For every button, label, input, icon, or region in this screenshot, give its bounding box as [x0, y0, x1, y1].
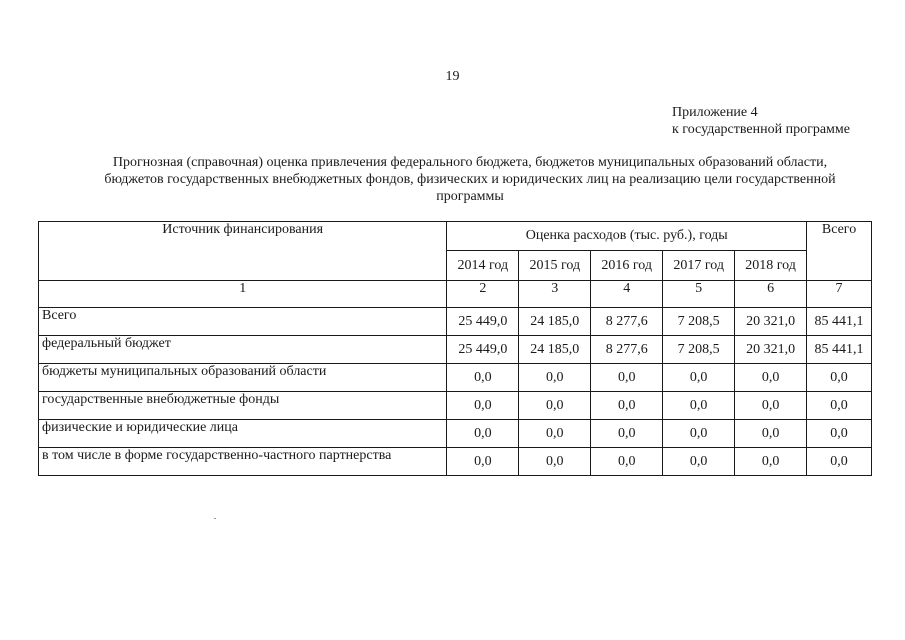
cell-value: 0,0	[735, 392, 807, 420]
cell-value: 7 208,5	[663, 308, 735, 336]
cell-value: 25 449,0	[447, 336, 519, 364]
table-row	[39, 392, 872, 420]
row-label: государственные внебюджетные фонды	[39, 392, 447, 420]
cell-total: 85 441,1	[807, 308, 872, 336]
cell-value: 25 449,0	[447, 308, 519, 336]
cell-value: 0,0	[735, 420, 807, 448]
cell-value: 0,0	[735, 448, 807, 476]
title-line-2: бюджетов государственных внебюджетных фондов, физических и юридических лиц на реализацию цели государственной	[104, 172, 836, 187]
header-total: Всего	[807, 222, 872, 281]
header-year: 2017 год	[663, 251, 735, 281]
column-number: 3	[519, 281, 591, 308]
table-row	[39, 448, 872, 476]
cell-value: 0,0	[663, 448, 735, 476]
cell-value: 0,0	[591, 364, 663, 392]
cell-value: 0,0	[447, 392, 519, 420]
row-label: физические и юридические лица	[39, 420, 447, 448]
header-year: 2016 год	[591, 251, 663, 281]
table-row	[39, 364, 872, 392]
cell-value: 0,0	[591, 448, 663, 476]
cell-value: 24 185,0	[519, 308, 591, 336]
table-header-row	[39, 222, 872, 251]
header-year: 2014 год	[447, 251, 519, 281]
page-number: 19	[445, 69, 460, 84]
column-number: 6	[735, 281, 807, 308]
row-label: федеральный бюджет	[39, 336, 447, 364]
table-row	[39, 336, 872, 364]
cell-value: 7 208,5	[663, 336, 735, 364]
financing-table	[38, 221, 872, 476]
cell-value: 0,0	[663, 364, 735, 392]
cell-total: 0,0	[807, 448, 872, 476]
cell-value: 0,0	[447, 420, 519, 448]
cell-value: 0,0	[447, 364, 519, 392]
document-title	[40, 154, 900, 205]
row-label: в том числе в форме государственно-частного партнерства	[39, 448, 447, 476]
cell-value: 0,0	[663, 392, 735, 420]
column-number: 5	[663, 281, 735, 308]
cell-total: 0,0	[807, 392, 872, 420]
title-line-1: Прогнозная (справочная) оценка привлечения федерального бюджета, бюджетов муниципальных образований области,	[112, 155, 828, 170]
cell-value: 8 277,6	[591, 308, 663, 336]
column-number: 4	[591, 281, 663, 308]
title-line-3: программы	[436, 189, 504, 204]
cell-total: 0,0	[807, 420, 872, 448]
cell-total: 85 441,1	[807, 336, 872, 364]
cell-value: 24 185,0	[519, 336, 591, 364]
cell-total: 0,0	[807, 364, 872, 392]
cell-value: 0,0	[591, 392, 663, 420]
cell-value: 0,0	[519, 392, 591, 420]
cell-value: 0,0	[735, 364, 807, 392]
cell-value: 0,0	[447, 448, 519, 476]
table-row	[39, 420, 872, 448]
cell-value: 0,0	[663, 420, 735, 448]
cell-value: 0,0	[519, 364, 591, 392]
scan-speck	[214, 518, 216, 519]
cell-value: 0,0	[519, 448, 591, 476]
column-number: 2	[447, 281, 519, 308]
row-label: бюджеты муниципальных образований области	[39, 364, 447, 392]
appendix-line-2: к государственной программе	[672, 122, 850, 137]
header-year: 2015 год	[519, 251, 591, 281]
header-year: 2018 год	[735, 251, 807, 281]
cell-value: 20 321,0	[735, 308, 807, 336]
header-source: Источник финансирования	[39, 222, 447, 281]
column-number-row	[39, 281, 872, 308]
appendix-label	[672, 104, 850, 138]
row-label: Всего	[39, 308, 447, 336]
column-number: 1	[39, 281, 447, 308]
appendix-line-1: Приложение 4	[672, 105, 758, 120]
cell-value: 20 321,0	[735, 336, 807, 364]
cell-value: 8 277,6	[591, 336, 663, 364]
table-row	[39, 308, 872, 336]
header-estimate: Оценка расходов (тыс. руб.), годы	[447, 222, 807, 251]
cell-value: 0,0	[591, 420, 663, 448]
column-number: 7	[807, 281, 872, 308]
cell-value: 0,0	[519, 420, 591, 448]
